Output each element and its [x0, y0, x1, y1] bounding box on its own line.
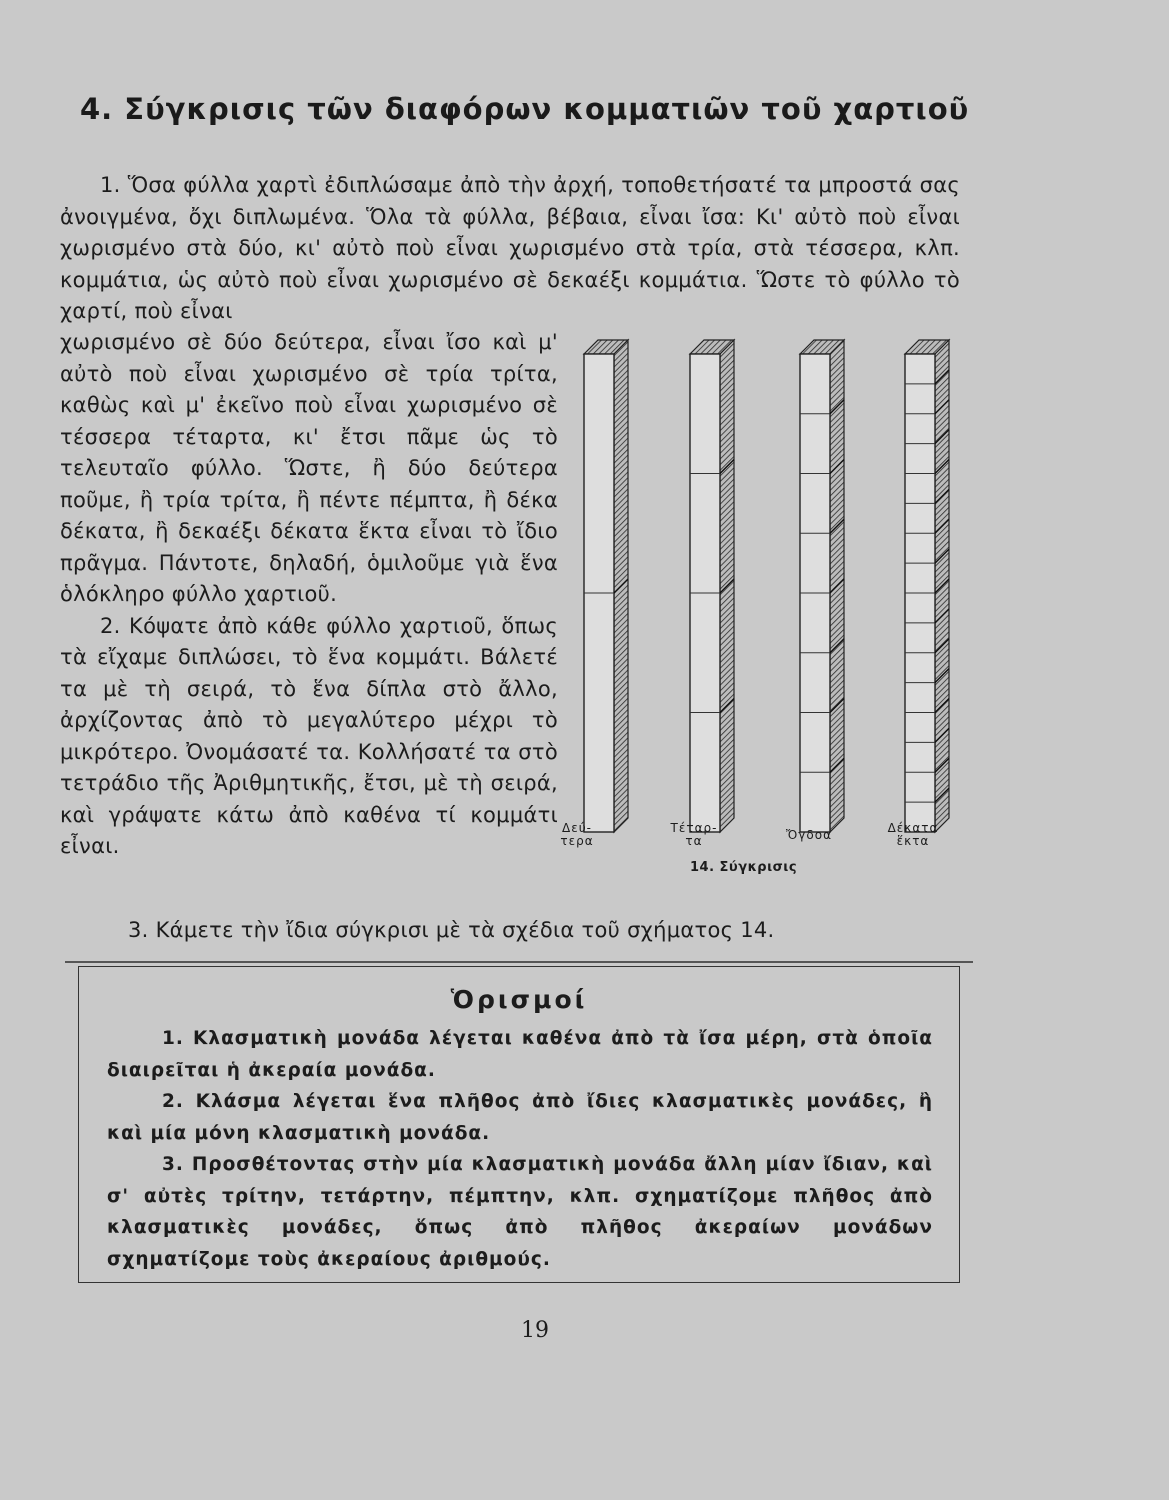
bar-label-eighths [774, 829, 844, 842]
fraction-bars-illustration [560, 330, 980, 890]
figure-14 [560, 330, 980, 890]
definition-item: 2. Κλάσμα λέγεται ἕνα πλῆθος ἀπὸ ἴδιες κλασματικὲς μονάδες, ἢ καὶ μία μόνη κλασματικὴ μονάδα. [107, 1091, 933, 1144]
bar-label-eighths-line1: Ὄγδοα [786, 828, 832, 842]
paragraph-1-top [60, 170, 960, 328]
definition-item: 3. Προσθέτοντας στὴν μία κλασματικὴ μονάδα ἄλλη μίαν ἴδιαν, καὶ σ' αὐτὲς τρίτην, τετάρτην, πέμπτην, κλπ. σχηματίζομε πλῆθος ἀπὸ κλασματικὲς μονάδες, ὅπως ἀπὸ πλῆθος ἀκεραίων μονάδων σχηματίζομε τοὺς ἀκεραίους ἀριθμούς. [107, 1154, 933, 1270]
bar-label-quarters-line1: Τέταρ- [670, 821, 718, 835]
paragraph-3: 3. Κάμετε τὴν ἴδια σύγκρισι μὲ τὰ σχέδια τοῦ σχήματος 14. [128, 918, 775, 942]
fraction-bar-quarters [690, 340, 734, 832]
section-heading: 4. Σύγκρισις τῶν διαφόρων κομματιῶν τοῦ χαρτιοῦ [80, 92, 970, 126]
bar-label-sixteenths [878, 822, 948, 848]
bar-label-sixteenths-line2: ἕκτα [896, 834, 930, 848]
bar-label-halves-line1: Δεύ- [562, 821, 592, 835]
text-column [60, 327, 558, 863]
definitions-heading: Ὁρισμοί [450, 985, 588, 1014]
bar-label-sixteenths-line1: Δέκατα [887, 821, 939, 835]
bar-label-quarters-line2: τα [685, 834, 703, 848]
page-number: 19 [521, 1318, 549, 1343]
bar-label-halves [542, 822, 612, 848]
definitions-box [78, 966, 960, 1283]
figure-caption: 14. Σύγκρισις [690, 860, 798, 875]
fraction-bar-eighths [800, 340, 844, 832]
fraction-bar-halves [584, 340, 628, 832]
bar-label-quarters [659, 822, 729, 848]
definitions-list [107, 1023, 933, 1275]
paragraph-2: 2. Κόψατε ἀπὸ κάθε φύλλο χαρτιοῦ, ὅπως τὰ εἴχαμε διπλώσει, τὸ ἕνα κομμάτι. Βάλετέ τα μὲ τὴ σειρά, τὸ ἕνα δίπλα στὸ ἄλλο, ἀρχίζοντας ἀπὸ τὸ μεγαλύτερο μέχρι τὸ μικρότερο. Ὀνομάσατέ τα. Κολλήσατέ τα στὸ τετράδιο τῆς Ἀριθμητικῆς, ἔτσι, μὲ τὴ σειρά, καὶ γράψατε κάτω ἀπὸ καθένα τί κομμάτι εἶναι. [60, 613, 558, 858]
definition-item: 1. Κλασματικὴ μονάδα λέγεται καθένα ἀπὸ τὰ ἴσα μέρη, στὰ ὁποῖα διαιρεῖται ἡ ἀκεραία μονάδα. [107, 1028, 933, 1081]
paragraph-1-continued: χωρισμένο σὲ δύο δεύτερα, εἶναι ἴσο καὶ μ' αὐτὸ ποὺ εἶναι χωρισμένο σὲ τρία τρίτα, καθὼς καὶ μ' ἐκεῖνο ποὺ εἶναι χωρισμένο σὲ τέσσερα τέταρτα, κι' ἔτσι πᾶμε ὡς τὸ τελευταῖο φύλλο. Ὥστε, ἢ δύο δεύτερα ποῦμε, ἢ τρία τρίτα, ἢ πέντε πέμπτα, ἢ δέκα δέκατα, ἢ δεκαέξι δέκατα ἕκτα εἶναι τὸ ἴδιο πρᾶγμα. Πάντοτε, δηλαδή, ὁμιλοῦμε γιὰ ἕνα ὁλόκληρο φύλλο χαρτιοῦ. [60, 330, 558, 606]
fraction-bar-sixteenths [905, 340, 949, 832]
paragraph-1-top-text: 1. Ὅσα φύλλα χαρτὶ ἐδιπλώσαμε ἀπὸ τὴν ἀρχή, τοποθετήσατέ τα μπροστά σας ἀνοιγμένα, ὄχι διπλωμένα. Ὅλα τὰ φύλλα, βέβαια, εἶναι ἴσα: Κι' αὐτὸ ποὺ εἶναι χωρισμένο στὰ δύο, κι' αὐτὸ ποὺ εἶναι χωρισμένο στὰ τρία, στὰ τέσσερα, κλπ. κομμάτια, ὡς αὐτὸ ποὺ εἶναι χωρισμένο σὲ δεκαέξι κομμάτια. Ὥστε τὸ φύλλο τὸ χαρτί, ποὺ εἶναι [60, 173, 960, 323]
bar-label-halves-line2: τερα [560, 834, 594, 848]
